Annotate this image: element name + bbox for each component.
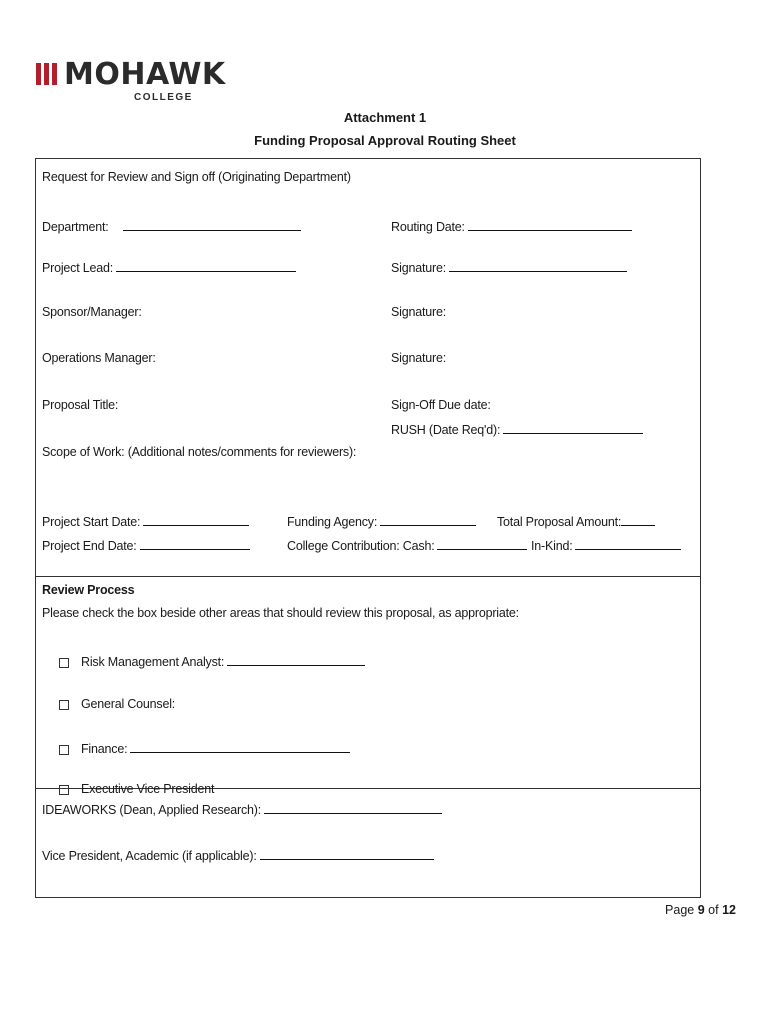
- counsel-label: General Counsel:: [81, 697, 176, 711]
- risk-label: Risk Management Analyst:: [81, 655, 225, 669]
- project-lead-label: Project Lead:: [42, 261, 114, 275]
- finance-line: [130, 740, 350, 753]
- vp-academic-line: [260, 847, 434, 860]
- checkbox-evp[interactable]: [59, 785, 69, 795]
- review-item-evp[interactable]: [59, 778, 215, 796]
- rush-field[interactable]: [391, 421, 643, 437]
- scope-label: Scope of Work: (Additional notes/comments for reviewers):: [42, 445, 357, 459]
- attachment-label: Attachment 1: [343, 110, 427, 125]
- signature-label-2: Signature:: [391, 305, 446, 319]
- ideaworks-line: [264, 801, 442, 814]
- ideaworks-label: IDEAWORKS (Dean, Applied Research):: [42, 803, 262, 817]
- checkbox-counsel[interactable]: [59, 700, 69, 710]
- proposal-title-label: Proposal Title:: [42, 398, 119, 412]
- college-contribution-line: [437, 537, 527, 550]
- project-lead-field[interactable]: [42, 259, 296, 275]
- college-contribution-label: College Contribution: Cash:: [287, 539, 435, 553]
- signature-field-1[interactable]: [391, 259, 627, 275]
- ideaworks-field[interactable]: [42, 801, 442, 817]
- logo-wordmark: MOHAWK: [64, 57, 226, 92]
- rush-label: RUSH (Date Req'd):: [391, 423, 501, 437]
- page-number: Page 9 of 12: [665, 903, 736, 917]
- routing-date-label: Routing Date:: [391, 220, 465, 234]
- checkbox-finance[interactable]: [59, 745, 69, 755]
- total-amount-label: Total Proposal Amount:: [497, 515, 622, 529]
- routing-date-line: [468, 218, 632, 231]
- page-title: Funding Proposal Approval Routing Sheet: [254, 133, 516, 148]
- routing-date-field[interactable]: [391, 218, 632, 234]
- mohawk-college-logo: [36, 57, 226, 108]
- in-kind-field[interactable]: [531, 537, 681, 553]
- funding-agency-line: [380, 513, 476, 526]
- start-date-field[interactable]: [42, 513, 249, 529]
- section1-heading: Request for Review and Sign off (Originating Department): [42, 170, 351, 184]
- checkbox-risk[interactable]: [59, 658, 69, 668]
- sponsor-label: Sponsor/Manager:: [42, 305, 142, 319]
- signature-label-1: Signature:: [391, 261, 446, 275]
- review-instruction: Please check the box beside other areas that should review this proposal, as appropriate:: [42, 606, 519, 620]
- signoff-due-label: Sign-Off Due date:: [391, 398, 491, 412]
- project-lead-line: [116, 259, 296, 272]
- end-date-field[interactable]: [42, 537, 250, 553]
- review-item-risk[interactable]: [59, 653, 365, 669]
- logo-subtitle: COLLEGE: [134, 92, 193, 103]
- total-amount-field[interactable]: [497, 513, 655, 529]
- rush-line: [503, 421, 643, 434]
- operations-label: Operations Manager:: [42, 351, 156, 365]
- funding-agency-field[interactable]: [287, 513, 476, 529]
- evp-label: Executive Vice President: [81, 782, 215, 796]
- end-date-line: [140, 537, 250, 550]
- vp-academic-label: Vice President, Academic (if applicable):: [42, 849, 257, 863]
- finance-label: Finance:: [81, 742, 128, 756]
- review-heading: Review Process: [42, 583, 135, 597]
- signature-line-1: [449, 259, 627, 272]
- vp-academic-field[interactable]: [42, 847, 434, 863]
- in-kind-label: In-Kind:: [531, 539, 573, 553]
- in-kind-line: [575, 537, 681, 550]
- review-item-counsel[interactable]: [59, 697, 175, 711]
- section-divider-1: [35, 576, 701, 577]
- risk-line: [227, 653, 365, 666]
- funding-agency-label: Funding Agency:: [287, 515, 378, 529]
- end-date-label: Project End Date:: [42, 539, 137, 553]
- start-date-line: [143, 513, 249, 526]
- college-contribution-field[interactable]: [287, 537, 527, 553]
- start-date-label: Project Start Date:: [42, 515, 141, 529]
- total-amount-line: [621, 513, 655, 526]
- department-label: Department:: [42, 220, 109, 234]
- department-line: [123, 218, 301, 231]
- review-item-finance[interactable]: [59, 740, 350, 756]
- department-field[interactable]: [42, 218, 301, 234]
- signature-label-3: Signature:: [391, 351, 446, 365]
